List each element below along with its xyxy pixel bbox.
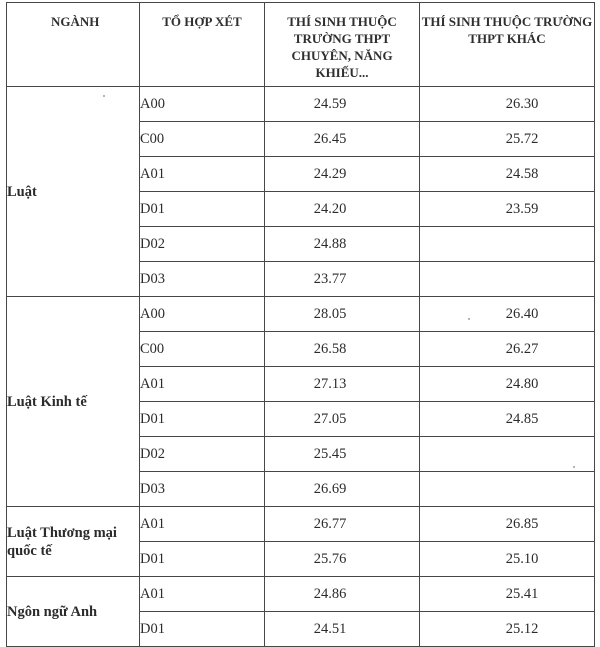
score-chuyen: 26.69: [265, 472, 420, 507]
score-chuyen: 23.77: [265, 262, 420, 297]
score-chuyen: 25.76: [265, 542, 420, 577]
combo-cell: A00: [140, 297, 265, 332]
combo-cell: A01: [140, 367, 265, 402]
score-chuyen: 24.59: [265, 87, 420, 122]
combo-cell: A01: [140, 507, 265, 542]
score-chuyen: 27.05: [265, 402, 420, 437]
score-khac: 24.58: [420, 157, 595, 192]
combo-cell: A01: [140, 157, 265, 192]
scan-speck: [468, 318, 470, 320]
score-khac: 26.40: [420, 297, 595, 332]
score-khac: 24.80: [420, 367, 595, 402]
score-chuyen: 27.13: [265, 367, 420, 402]
combo-cell: A00: [140, 87, 265, 122]
combo-cell: D01: [140, 192, 265, 227]
combo-cell: C00: [140, 332, 265, 367]
score-chuyen: 24.88: [265, 227, 420, 262]
combo-cell: D03: [140, 472, 265, 507]
header-chuyen: THÍ SINH THUỘC TRƯỜNG THPT CHUYÊN, NĂNG KHIẾU...: [265, 3, 420, 87]
header-major: NGÀNH: [7, 3, 140, 87]
score-chuyen: 26.45: [265, 122, 420, 157]
header-row: [7, 3, 595, 87]
admission-scores-table: [6, 2, 595, 647]
scan-speck: [103, 95, 105, 97]
table-row: [7, 297, 595, 332]
combo-cell: C00: [140, 122, 265, 157]
major-ngon-ngu-anh: Ngôn ngữ Anh: [7, 577, 140, 647]
score-chuyen: 24.51: [265, 612, 420, 647]
score-khac: 26.30: [420, 87, 595, 122]
score-khac: 26.27: [420, 332, 595, 367]
header-combo: TỔ HỢP XÉT: [140, 3, 265, 87]
combo-cell: D01: [140, 612, 265, 647]
score-chuyen: 26.58: [265, 332, 420, 367]
score-khac: 25.72: [420, 122, 595, 157]
score-khac: [420, 437, 595, 472]
combo-cell: D03: [140, 262, 265, 297]
table-body: [7, 87, 595, 647]
combo-cell: D02: [140, 437, 265, 472]
score-khac: 24.85: [420, 402, 595, 437]
major-luat: Luật: [7, 87, 140, 297]
combo-cell: D01: [140, 402, 265, 437]
score-khac: [420, 262, 595, 297]
score-chuyen: 24.20: [265, 192, 420, 227]
combo-cell: A01: [140, 577, 265, 612]
score-khac: [420, 472, 595, 507]
scan-speck: [573, 466, 575, 468]
score-chuyen: 26.77: [265, 507, 420, 542]
score-khac: 25.41: [420, 577, 595, 612]
table-row: [7, 507, 595, 542]
combo-cell: D02: [140, 227, 265, 262]
major-luat-kinh-te: Luật Kinh tế: [7, 297, 140, 507]
table-row: [7, 87, 595, 122]
header-khac: THÍ SINH THUỘC TRƯỜNG THPT KHÁC: [420, 3, 595, 87]
table-row: [7, 577, 595, 612]
score-chuyen: 28.05: [265, 297, 420, 332]
score-khac: 26.85: [420, 507, 595, 542]
score-chuyen: 24.86: [265, 577, 420, 612]
score-khac: [420, 227, 595, 262]
score-chuyen: 24.29: [265, 157, 420, 192]
combo-cell: D01: [140, 542, 265, 577]
score-chuyen: 25.45: [265, 437, 420, 472]
score-khac: 25.10: [420, 542, 595, 577]
score-khac: 25.12: [420, 612, 595, 647]
score-khac: 23.59: [420, 192, 595, 227]
major-luat-thuong-mai-quoc-te: Luật Thương mại quốc tế: [7, 507, 140, 577]
